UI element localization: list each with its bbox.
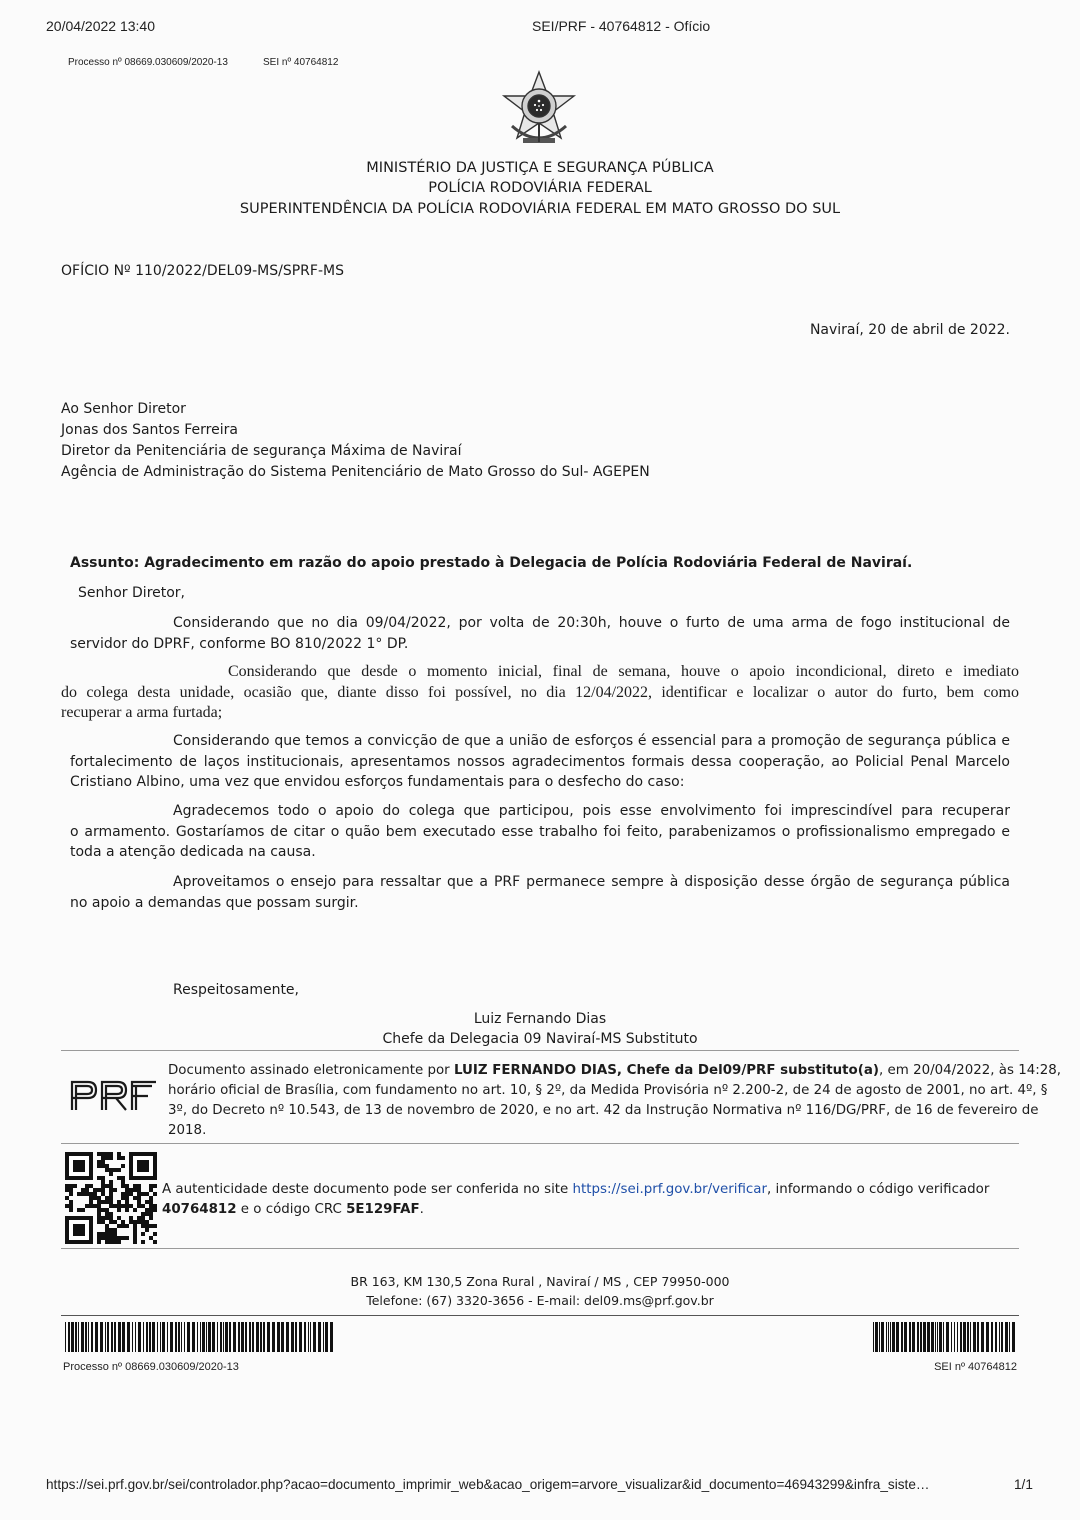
place-date: Naviraí, 20 de abril de 2022. [809, 322, 1010, 338]
paragraph-4-line: Agradecemos todo o apoio do colega que participou, pois esse envolvimento foi imprescindível para recuperar [173, 803, 1010, 819]
e-signature-pre: Documento assinado eletronicamente por [168, 1063, 454, 1078]
print-title: SEI/PRF - 40764812 - Ofício [532, 18, 711, 34]
recipient-name: Jonas dos Santos Ferreira [61, 422, 238, 438]
footer-contact: Telefone: (67) 3320-3656 - E-mail: del09.ms@prf.gov.br [366, 1293, 714, 1308]
paragraph-4 [70, 801, 1010, 863]
barcode-right-icon [873, 1322, 1017, 1352]
e-signature-line: 3º, do Decreto nº 10.543, de 13 de novembro de 2020, e no art. 42 da Instrução Normativa nº 116/DG/PRF, de 16 de fevereiro de [168, 1103, 1039, 1118]
verification-link[interactable]: https://sei.prf.gov.br/verificar [572, 1182, 767, 1197]
top-processo-ref: Processo nº 08669.030609/2020-13 [68, 57, 228, 68]
subject-line: Assunto: Agradecimento em razão do apoio prestado à Delegacia de Polícia Rodoviária Federal de Naviraí. [70, 555, 913, 571]
e-signature-line: horário oficial de Brasília, com fundamento no art. 10, § 2º, da Medida Provisória nº 2.200-2, de 24 de agosto de 2001, no art. 4º, § [168, 1083, 1048, 1098]
recipient-position: Diretor da Penitenciária de segurança Máxima de Naviraí [61, 443, 462, 459]
divider [61, 1143, 1019, 1144]
verification-pre: A autenticidade deste documento pode ser conferida no site [162, 1182, 573, 1197]
e-signature-text [168, 1061, 1061, 1141]
recipient-organization: Agência de Administração do Sistema Penitenciário de Mato Grosso do Sul- AGEPEN [61, 464, 650, 480]
paragraph-1-line: servidor do DPRF, conforme BO 810/2022 1° DP. [70, 635, 409, 652]
paragraph-3-line: fortalecimento de laços institucionais, apresentamos nossos agradecimentos formais dessa cooperação, ao Policial Penal Marcelo [70, 753, 1010, 770]
paragraph-3-line: Considerando que temos a convicção de que a união de esforços é essencial para a promoção de segurança pública e [173, 733, 1010, 749]
paragraph-5-line: Aproveitamos o ensejo para ressaltar que a PRF permanece sempre à disposição desse órgão de segurança pública [173, 874, 1010, 890]
qr-code-icon [65, 1152, 157, 1249]
divider [61, 1248, 1019, 1249]
paragraph-3-line: Cristiano Albino, uma vez que envidou esforços fundamentais para o desfecho do caso: [70, 774, 685, 790]
e-signature-date: , em 20/04/2022, às 14:28, [879, 1063, 1062, 1078]
paragraph-2-line: recuperar a arma furtada; [61, 704, 223, 721]
paragraph-1-line: Considerando que no dia 09/04/2022, por volta de 20:30h, houve o furto de uma arma de fogo institucional de [173, 615, 1010, 631]
prf-logo-icon [68, 1078, 160, 1119]
closing: Respeitosamente, [173, 982, 299, 998]
paragraph-4-line: toda a atenção dedicada na causa. [70, 844, 316, 860]
e-signature-line: 2018. [168, 1123, 207, 1138]
recipient-title: Ao Senhor Diretor [61, 401, 186, 417]
paragraph-2-line: do colega desta unidade, ocasião que, diante disso foi possível, no dia 12/04/2022, identificar e localizar o autor do furto, bem como [61, 683, 1019, 701]
print-footer-page: 1/1 [1014, 1477, 1033, 1492]
verification-crc: 5E129FAF [346, 1202, 420, 1217]
coat-of-arms-icon [498, 68, 580, 150]
verification-code: 40764812 [162, 1202, 237, 1217]
salutation: Senhor Diretor, [78, 585, 186, 601]
verification-post: , informando o código verificador [766, 1182, 990, 1197]
letterhead-ministry: MINISTÉRIO DA JUSTIÇA E SEGURANÇA PÚBLICA [366, 160, 714, 176]
footer-address: BR 163, KM 130,5 Zona Rural , Naviraí / MS , CEP 79950-000 [350, 1274, 730, 1289]
paragraph-3 [70, 731, 1010, 793]
e-signature-signer: LUIZ FERNANDO DIAS, Chefe da Del09/PRF substituto(a) [453, 1063, 880, 1078]
divider [61, 1315, 1019, 1316]
paragraph-2-line: Considerando que desde o momento inicial, final de semana, houve o apoio incondicional, direto e imediato [228, 663, 1019, 680]
verification-end: . [419, 1202, 424, 1217]
oficio-number: OFÍCIO Nº 110/2022/DEL09-MS/SPRF-MS [61, 263, 344, 279]
verification-mid: e o código CRC [236, 1202, 347, 1217]
verification-text [162, 1180, 989, 1220]
signer-role: Chefe da Delegacia 09 Naviraí-MS Substituto [382, 1031, 698, 1047]
barcode-left-icon [65, 1322, 335, 1352]
print-datetime: 20/04/2022 13:40 [46, 18, 155, 34]
bottom-processo-ref: Processo nº 08669.030609/2020-13 [63, 1361, 239, 1373]
print-footer-url: https://sei.prf.gov.br/sei/controlador.php?acao=documento_imprimir_web&acao_origem=arvore_visualizar&id_documento=46943299&infra_siste… [46, 1477, 930, 1492]
paragraph-5-line: no apoio a demandas que possam surgir. [70, 894, 359, 911]
letterhead-agency: POLÍCIA RODOVIÁRIA FEDERAL [428, 180, 652, 196]
divider [61, 1050, 1019, 1051]
letterhead-superintendency: SUPERINTENDÊNCIA DA POLÍCIA RODOVIÁRIA FEDERAL EM MATO GROSSO DO SUL [239, 201, 841, 217]
top-sei-ref: SEI nº 40764812 [263, 57, 339, 68]
paragraph-1 [70, 613, 1010, 654]
paragraph-2 [61, 662, 1019, 724]
bottom-sei-ref: SEI nº 40764812 [934, 1361, 1017, 1373]
paragraph-5 [70, 872, 1010, 913]
paragraph-4-line: o armamento. Gostaríamos de citar o quão bem executado esse trabalho foi feito, parabenizamos o profissionalismo empregado e [70, 823, 1010, 840]
signer-name: Luiz Fernando Dias [473, 1011, 607, 1027]
